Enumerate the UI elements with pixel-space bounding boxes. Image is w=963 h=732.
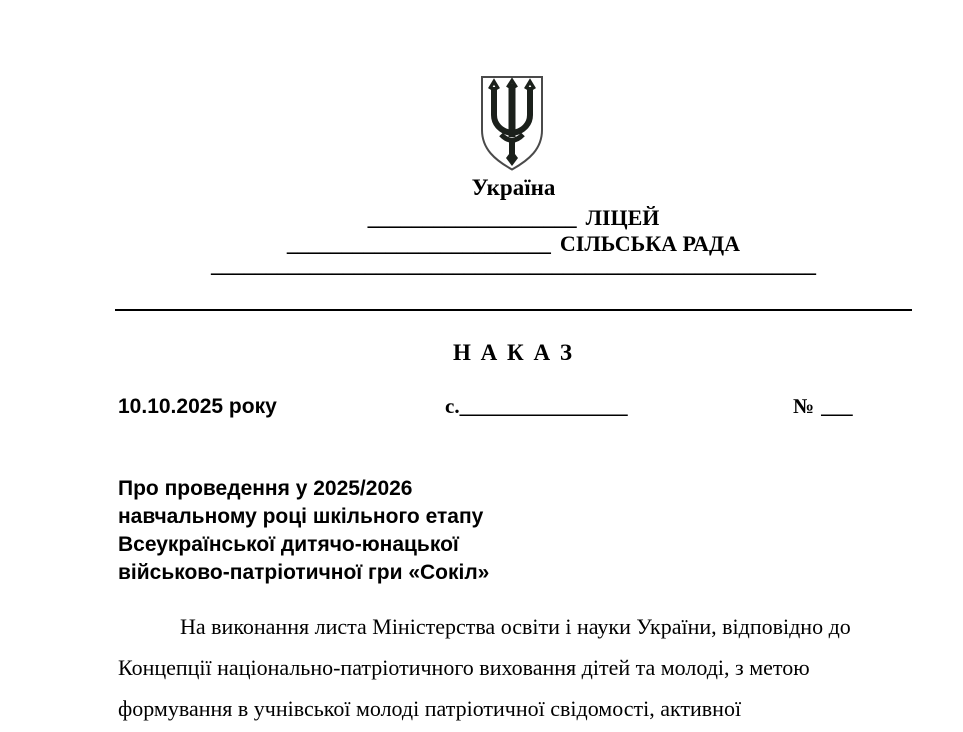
header-divider-line [115, 309, 912, 311]
council-label: СІЛЬСЬКА РАДА [559, 231, 741, 256]
country-name: Україна [471, 175, 556, 200]
order-title: Н А К А З [453, 340, 574, 365]
subject-line: Про проведення у 2025/2026 [118, 477, 413, 500]
settlement-blank: ________________ [459, 394, 628, 418]
body-line: На виконання листа Міністерства освіти і науки України, відповідно до [180, 614, 851, 639]
ukraine-trident-emblem [476, 74, 548, 173]
lyceum-name-blank: ___________________ [367, 205, 577, 230]
lyceum-label: ЛІЦЕЙ [585, 205, 660, 230]
document-content [115, 0, 912, 732]
order-subject [118, 475, 489, 587]
order-body-paragraph [118, 606, 910, 729]
settlement-field [445, 396, 628, 417]
subject-line: військово-патріотичної гри «Сокіл» [118, 561, 490, 584]
settlement-prefix: с. [445, 394, 460, 418]
body-line: Концепції національно-патріотичного виховання дітей та молоді, з метою [118, 655, 810, 680]
number-blank: ___ [821, 394, 853, 418]
subject-line: навчальному році шкільного етапу [118, 505, 484, 528]
council-name-blank: ________________________ [286, 231, 551, 256]
number-sign: № [793, 394, 815, 418]
body-line: формування в учнівської молоді патріотичної свідомості, активної [118, 696, 742, 721]
lyceum-line [115, 207, 912, 229]
order-meta-row [115, 396, 912, 424]
subject-line: Всеукраїнської дитячо-юнацької [118, 533, 459, 556]
order-number-field [793, 396, 853, 417]
order-date: 10.10.2025 року [118, 395, 277, 418]
header-long-blank: _______________________________________________________ [211, 252, 816, 277]
